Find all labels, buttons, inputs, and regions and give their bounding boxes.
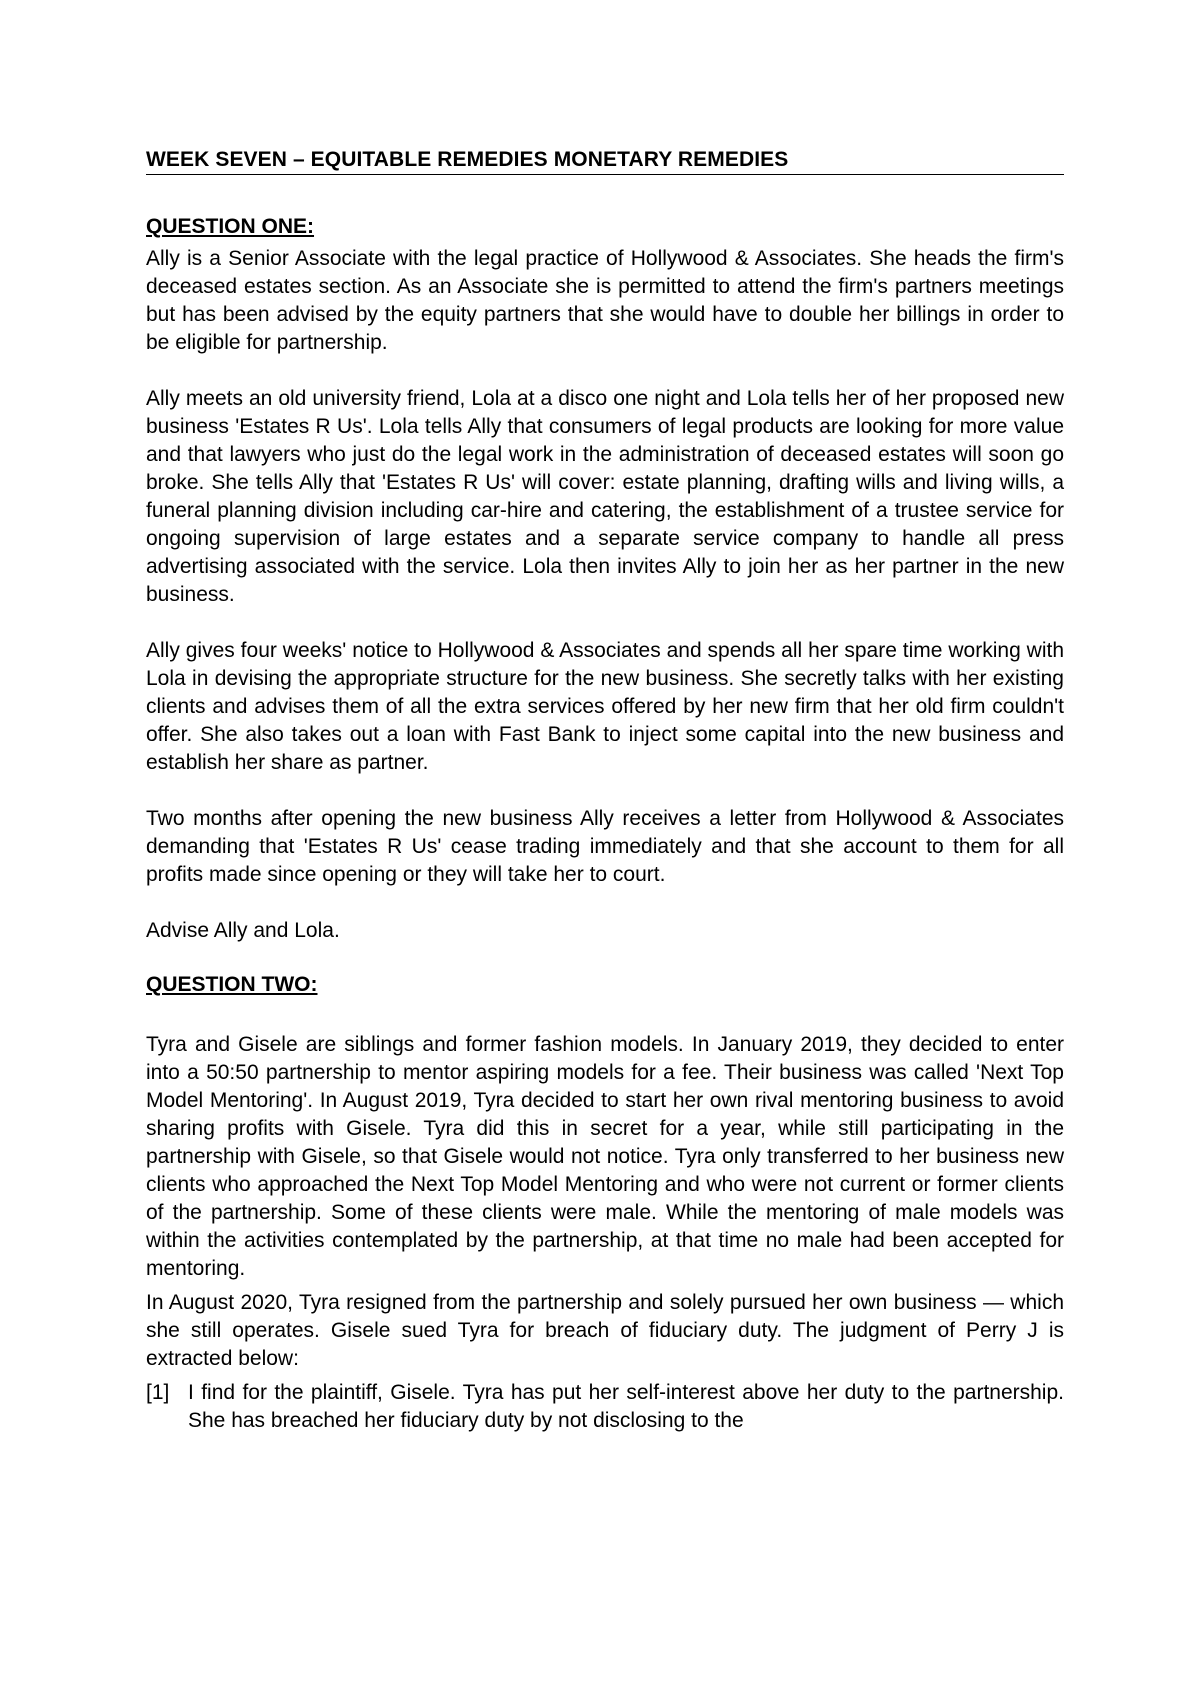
judgment-paragraph-text: I find for the plaintiff, Gisele. Tyra has put her self-interest above her duty to the partnership. She has breached her fiduciary duty by not disclosing to the <box>188 1381 1064 1432</box>
judgment-extract <box>146 1379 1064 1435</box>
question-one-paragraph: Ally is a Senior Associate with the legal practice of Hollywood & Associates. She heads the firm's deceased estates section. As an Associate she is permitted to attend the firm's partners meetings but has been advised by the equity partners that she would have to double her billings in order to be eligible for partnership. <box>146 247 1064 354</box>
question-one-paragraph: Two months after opening the new business Ally receives a letter from Hollywood & Associates demanding that 'Estates R Us' cease trading immediately and that she account to them for all profits made since opening or they will take her to court. <box>146 807 1064 886</box>
question-one-heading: QUESTION ONE: <box>146 215 315 238</box>
question-one-instruction: Advise Ally and Lola. <box>146 919 340 942</box>
judgment-paragraph-number: [1] <box>146 1381 170 1404</box>
question-two-heading: QUESTION TWO: <box>146 973 318 996</box>
question-two-paragraph: In August 2020, Tyra resigned from the partnership and solely pursued her own business — which she still operates. Gisele sued Tyra for breach of fiduciary duty. The judgment of Perry J is extracted below: <box>146 1291 1064 1370</box>
document-title: WEEK SEVEN – EQUITABLE REMEDIES MONETARY REMEDIES <box>146 148 1064 175</box>
question-one-paragraph: Ally gives four weeks' notice to Hollywood & Associates and spends all her spare time working with Lola in devising the appropriate structure for the new business. She secretly talks with her existing clients and advises them of all the extra services offered by her new firm that her old firm couldn't offer. She also takes out a loan with Fast Bank to inject some capital into the new business and establish her share as partner. <box>146 639 1064 774</box>
document-body <box>146 148 1064 1435</box>
question-two-paragraph: Tyra and Gisele are siblings and former fashion models. In January 2019, they decided to enter into a 50:50 partnership to mentor aspiring models for a fee. Their business was called 'Next Top Model Mentoring'. In August 2019, Tyra decided to start her own rival mentoring business to avoid sharing profits with Gisele. Tyra did this in secret for a year, while still participating in the partnership with Gisele, so that Gisele would not notice. Tyra only transferred to her business new clients who approached the Next Top Model Mentoring and who were not current or former clients of the partnership. Some of these clients were male. While the mentoring of male models was within the activities contemplated by the partnership, at that time no male had been accepted for mentoring. <box>146 1033 1064 1280</box>
question-one-paragraph: Ally meets an old university friend, Lola at a disco one night and Lola tells her of her proposed new business 'Estates R Us'. Lola tells Ally that consumers of legal products are looking for more value and that lawyers who just do the legal work in the administration of deceased estates will soon go broke. She tells Ally that 'Estates R Us' will cover: estate planning, drafting wills and living wills, a funeral planning division including car-hire and catering, the establishment of a trustee service for ongoing supervision of large estates and a separate service company to handle all press advertising associated with the service. Lola then invites Ally to join her as her partner in the new business. <box>146 387 1064 606</box>
